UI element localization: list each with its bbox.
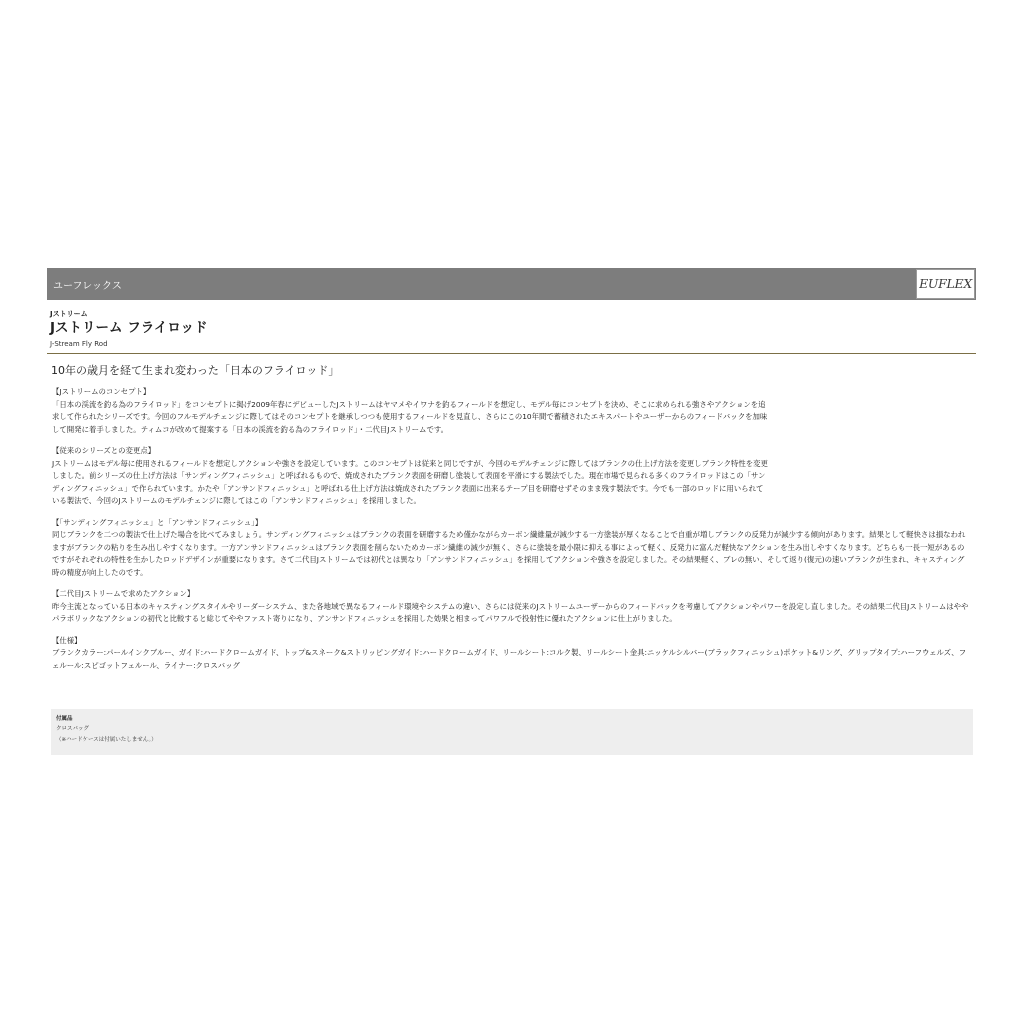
product-title: Jストリーム フライロッド xyxy=(50,320,208,336)
product-headline: 10年の歳月を経て生まれ変わった「日本のフライロッド」 xyxy=(51,364,340,377)
accessories-heading: 付属品 xyxy=(56,716,73,722)
section-changes xyxy=(52,445,972,508)
product-page xyxy=(47,268,976,681)
section-body: Jストリームはモデル毎に使用されるフィールドを想定しアクションや強さを設定しています。このコンセプトは従来と同じですが、今回のモデルチェンジに際してはブランクの仕上げ方法を変更しブランク特性を変更しました。前シリーズの仕上げ方法は「サンディングフィニッシュ」と呼ばれるもので、焼成されたブランク表面を研磨し塗装して表面を平滑にする製法でした。現在市場で見られる多くのフライロッドはこの「サンディングフィニッシュ」で作られています。かたや「アンサンドフィニッシュ」と呼ばれる仕上げ方法は焼成されたブランク表面に出来るテープ目を研磨せずそのまま残す製法です。今でも一部のロッドに用いられている製法で、今回のJストリームのモデルチェンジに際してはこの「アンサンドフィニッシュ」を採用しました。 xyxy=(52,458,768,505)
brand-name: ユーフレックス xyxy=(53,281,122,292)
series-name: Jストリーム xyxy=(50,310,88,318)
product-description xyxy=(52,386,972,672)
brand-logo[interactable]: EUFLEX xyxy=(916,269,975,299)
section-heading: 【従来のシリーズとの変更点】 xyxy=(52,446,156,455)
product-title-block xyxy=(47,300,976,354)
section-finish-comparison xyxy=(52,517,972,580)
product-english-name: J-Stream Fly Rod xyxy=(50,340,108,348)
section-body: 昨今主流となっている日本のキャスティングスタイルやリーダーシステム、また各地域で異なるフィールド環境やシステムの違い、さらには従来のJストリームユーザーからのフィードバックを考慮してアクションやパワーを設定し直しました。その結果二代目Jストリームはややパラボリックなアクションの初代と比較すると総じてややファスト寄りになり、アンサンドフィニッシュを採用した効果と相まってパワフルで投射性に優れたアクションに仕上がりました。 xyxy=(52,601,969,623)
section-body: 「日本の渓流を釣る為のフライロッド」をコンセプトに掲げ2009年春にデビューしたJストリームはヤマメやイワナを釣るフィールドを想定し、モデル毎にコンセプトを決め、そこに求められる強さやアクションを追求して作られたシリーズです。今回のフルモデルチェンジに際してはそのコンセプトを継承しつつも使用するフィールドを見直し、さらにこの10年間で蓄積されたエキスパートやユーザーからのフィードバックを加味して開発に着手しました。ティムコが改めて提案する「日本の渓流を釣る為のフライロッド」・二代目Jストリームです。 xyxy=(52,399,768,434)
section-body: ブランクカラー:パールインクブルー、ガイド:ハードクロームガイド、トップ&スネーク&ストリッピングガイド:ハードクロームガイド、リールシート:コルク製、リールシート金具:ニッケルシルバー(ブラックフィニッシュ)ポケット&リング、グリップタイプ:ハーフウェルズ、フェルール:スピゴットフェルール、ライナー:クロスバッグ xyxy=(52,648,967,670)
accessories-note: （※ハードケースは付属いたしません。） xyxy=(56,737,157,743)
brand-bar xyxy=(47,268,976,300)
section-heading: 【二代目Jストリームで求めたアクション】 xyxy=(52,589,195,598)
section-action xyxy=(52,588,972,626)
section-concept xyxy=(52,386,972,436)
section-heading: 【仕様】 xyxy=(52,635,82,645)
section-heading: 【「サンディングフィニッシュ」と「アンサンドフィニッシュ」】 xyxy=(52,517,263,527)
section-specs xyxy=(52,635,972,673)
accessories-item: クロスバッグ xyxy=(56,726,90,732)
accessories-box xyxy=(51,709,973,755)
section-body: 同じブランクを二つの製法で仕上げた場合を比べてみましょう。サンディングフィニッシュはブランクの表面を研磨するため僅かながらカーボン繊維量が減少する一方塗装が厚くなることで自重が増しブランクの反発力が減少する傾向があります。結果として軽快さは損なわれますがブランクの粘りを生み出しやすくなります。一方アンサンドフィニッシュはブランク表面を削らないためカーボン繊維の減少が無く、さらに塗装を最小限に抑える事によって軽く、反発力に富んだ軽快なアクションを生み出しやすくなります。どちらも一長一短があるのですがそれぞれの特性を生かしたロッドデザインが重要になります。さて二代目Jストリームでは初代とは異なり「アンサンドフィニッシュ」を採用してアクションや強さを設定しました。その結果軽く、ブレの無い、そして返り(復元)の速いブランクが生まれ、キャスティング時の精度が向上したのです。 xyxy=(52,530,966,577)
section-heading: 【Jストリームのコンセプト】 xyxy=(52,387,151,396)
